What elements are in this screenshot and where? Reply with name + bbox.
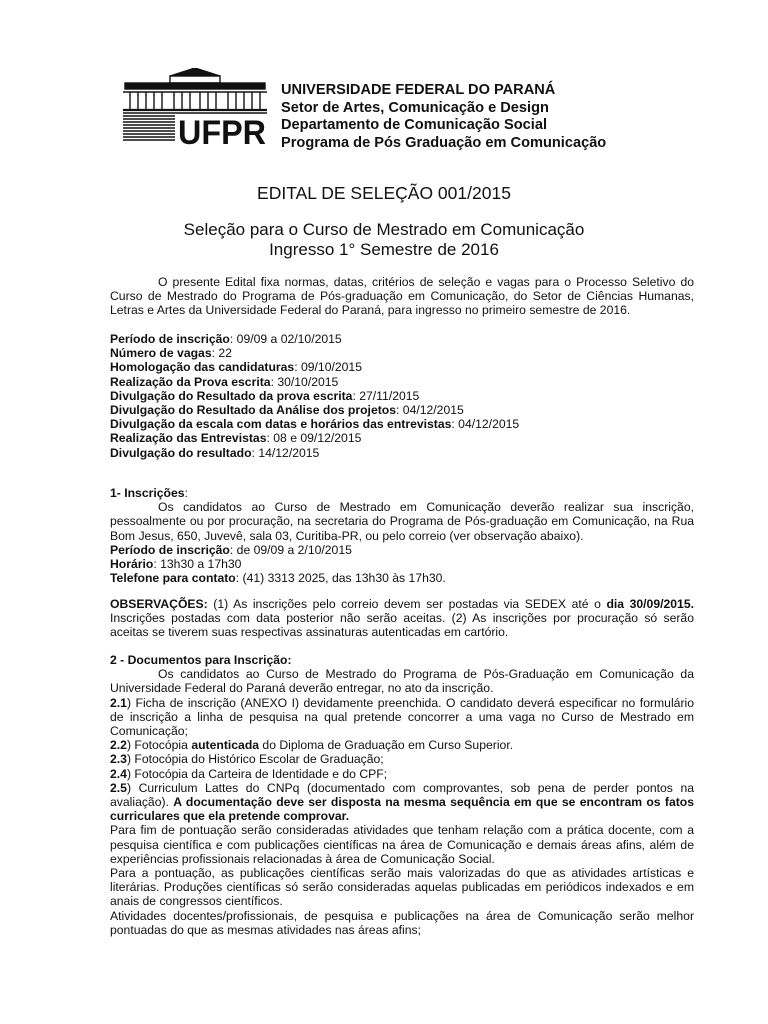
schedule-item bbox=[110, 346, 694, 360]
subtitle bbox=[0, 220, 768, 260]
schedule-item bbox=[110, 417, 694, 431]
university-name: UNIVERSIDADE FEDERAL DO PARANÁ bbox=[281, 82, 556, 98]
schedule-label: Divulgação do Resultado da prova escrita bbox=[110, 388, 353, 403]
item-number: 2.2 bbox=[110, 738, 127, 753]
observacoes-text: (1) As inscrições pelo correio devem ser postadas via SEDEX até o bbox=[207, 597, 607, 611]
schedule-label: Realização da Prova escrita bbox=[110, 374, 271, 389]
schedule-value: : 08 e 09/12/2015 bbox=[266, 431, 362, 446]
section-2-heading: 2 - Documentos para Inscrição: bbox=[110, 653, 292, 667]
edital-title: EDITAL DE SELEÇÃO 001/2015 bbox=[257, 183, 511, 203]
schedule-label: Número de vagas bbox=[110, 346, 212, 361]
schedule-value: : 30/10/2015 bbox=[270, 374, 339, 389]
sector-name: Setor de Artes, Comunicação e Design bbox=[281, 99, 549, 116]
section-inscricoes bbox=[110, 486, 694, 585]
document-item bbox=[110, 696, 694, 739]
horario-value: : 13h30 a 17h30 bbox=[153, 557, 242, 572]
schedule-value: : 27/11/2015 bbox=[352, 388, 420, 403]
schedule-value: : 04/12/2015 bbox=[396, 403, 464, 418]
observacoes-deadline: dia 30/09/2015. bbox=[606, 597, 694, 611]
schedule-label: Divulgação do Resultado da Análise dos projetos bbox=[110, 403, 397, 418]
observacoes-text-continued: Inscrições postadas com data posterior não serão aceitas. (2) As inscrições por procuração só serão aceitas se tiverem suas respectivas assinaturas autenticadas em cartório. bbox=[110, 611, 694, 640]
subtitle-intake: Ingresso 1° Semestre de 2016 bbox=[269, 240, 499, 259]
telefone-line bbox=[110, 571, 694, 585]
schedule-value: : 14/12/2015 bbox=[251, 445, 320, 460]
document-item bbox=[110, 767, 694, 781]
intro-paragraph: O presente Edital fixa normas, datas, critérios de seleção e vagas para o Processo Seletivo do Curso de Mestrado do Programa de Pós-graduação em Comunicação, do Setor de Ciências Humanas, Letras e Artes da Universidade Federal do Paraná, para ingresso no primeiro semestre de 2016. bbox=[110, 275, 694, 318]
program-name: Programa de Pós Graduação em Comunicação bbox=[281, 134, 607, 151]
item-number: 2.5 bbox=[110, 780, 127, 795]
schedule-value: : 04/12/2015 bbox=[451, 417, 520, 432]
item-number: 2.4 bbox=[110, 766, 127, 781]
heading-colon: : bbox=[184, 486, 188, 500]
section-heading bbox=[110, 486, 694, 500]
periodo-line bbox=[110, 543, 694, 557]
schedule-item bbox=[110, 332, 694, 346]
schedule-item bbox=[110, 446, 694, 460]
horario-line bbox=[110, 557, 694, 571]
schedule-label: Divulgação da escala com datas e horários das entrevistas bbox=[110, 417, 452, 432]
schedule-value: : 09/09 a 02/10/2015 bbox=[229, 332, 342, 346]
schedule-value: : 22 bbox=[211, 346, 232, 361]
section-documentos bbox=[110, 653, 694, 937]
section-1-text: Os candidatos ao Curso de Mestrado em Comunicação deverão realizar sua inscrição, pessoalmente ou por procuração, na secretaria do Programa de Pós-graduação em Comunicação, na Rua Bom Jesus, 650, Juvevê, sala 03, Curitiba-PR, ou pelo correio (ver observação abaixo). bbox=[110, 500, 694, 543]
item-number: 2.3 bbox=[110, 752, 127, 767]
publicacoes-paragraph: Para a pontuação, as publicações científicas serão mais valorizadas do que as atividades artísticas e literárias. Produções científicas só serão consideradas aquelas publicadas em periódicos indexados e em anais de congressos científicos. bbox=[110, 866, 694, 909]
item-text: do Diploma de Graduação em Curso Superior. bbox=[259, 738, 514, 753]
document-item bbox=[110, 738, 694, 752]
department-name: Departamento de Comunicação Social bbox=[281, 117, 548, 133]
schedule-item bbox=[110, 403, 694, 417]
observacoes-label: OBSERVAÇÕES: bbox=[110, 597, 208, 611]
item-text: ) Fotocópia do Histórico Escolar de Graduação; bbox=[126, 752, 384, 767]
document-item bbox=[110, 752, 694, 766]
logo-text: UFPR bbox=[178, 114, 266, 148]
periodo-value: : de 09/09 a 2/10/2015 bbox=[229, 542, 352, 557]
institution-header bbox=[281, 82, 606, 152]
item-emphasis: autenticada bbox=[191, 738, 260, 753]
schedule-item bbox=[110, 431, 694, 445]
subtitle-course: Seleção para o Curso de Mestrado em Comunicação bbox=[183, 220, 585, 239]
telefone-value: : (41) 3313 2025, das 13h30 às 17h30. bbox=[235, 571, 446, 586]
document-item bbox=[110, 781, 694, 824]
schedule-label: Realização das Entrevistas bbox=[110, 431, 267, 446]
section-2-intro: Os candidatos ao Curso de Mestrado do Programa de Pós-Graduação em Comunicação da Universidade Federal do Paraná deverão entregar, no ato da inscrição. bbox=[110, 667, 694, 696]
item-text: ) Ficha de inscrição (ANEXO I) devidamente preenchida. O candidato deverá especificar no formulário de inscrição a linha de pesquisa na qual pretende concorrer a uma vaga no Curso de Mestrado em Comunicação; bbox=[110, 695, 694, 739]
schedule-value: : 09/10/2015 bbox=[294, 360, 362, 375]
schedule-item bbox=[110, 375, 694, 389]
section-1-heading: 1- Inscrições bbox=[110, 486, 185, 500]
telefone-label: Telefone para contato bbox=[110, 571, 236, 586]
item-text: ) Fotocópia bbox=[126, 738, 192, 753]
schedule-label: Homologação das candidaturas bbox=[110, 360, 295, 375]
atividades-paragraph: Atividades docentes/profissionais, de pesquisa e publicações na área de Comunicação serão melhor pontuadas do que as mesmas atividades nas áreas afins; bbox=[110, 908, 694, 937]
item-number: 2.1 bbox=[110, 695, 127, 710]
observacoes-paragraph bbox=[110, 597, 694, 640]
item-text: ) Curriculum Lattes do CNPq (documentado com comprovantes, sob pena de perder pontos na avaliação). bbox=[110, 780, 694, 810]
schedule-item bbox=[110, 360, 694, 374]
schedule-label: Período de inscrição bbox=[110, 332, 230, 346]
schedule-list bbox=[110, 332, 694, 460]
ufpr-building-logo bbox=[120, 68, 270, 148]
ufpr-logo bbox=[120, 68, 270, 148]
schedule-label: Divulgação do resultado bbox=[110, 445, 252, 460]
periodo-label: Período de inscrição bbox=[110, 542, 230, 557]
schedule-item bbox=[110, 389, 694, 403]
item-emphasis: A documentação deve ser disposta na mesma sequência em que se encontram os fatos curriculares que ela pretende comprovar. bbox=[110, 795, 694, 824]
horario-label: Horário bbox=[110, 557, 154, 572]
item-text: ) Fotocópia da Carteira de Identidade e do CPF; bbox=[126, 766, 388, 781]
pontuacao-paragraph: Para fim de pontuação serão consideradas atividades que tenham relação com a prática docente, com a pesquisa científica e com publicações científicas na área de Comunicação e demais áreas afins, além de experiências profissionais relacionadas à área de Comunicação Social. bbox=[110, 823, 694, 866]
